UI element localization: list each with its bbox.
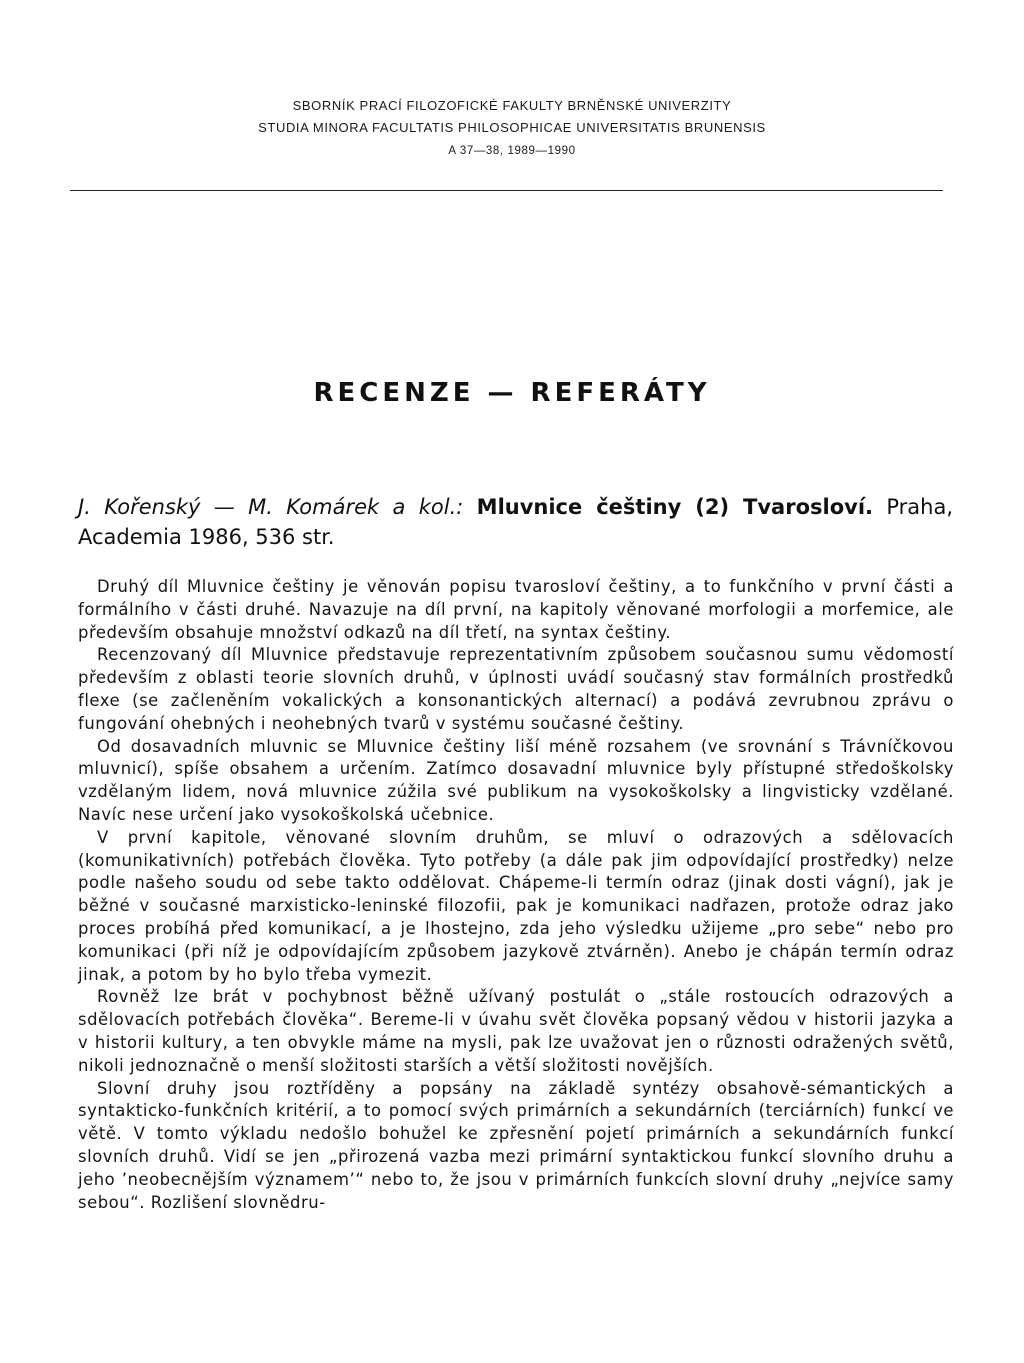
book-citation bbox=[78, 492, 953, 552]
journal-title-czech: SBORNÍK PRACÍ FILOZOFICKÉ FAKULTY BRNĚNSKÉ UNIVERZITY bbox=[292, 98, 732, 113]
citation-authors: J. Kořenský — M. Komárek a kol.: bbox=[78, 495, 464, 519]
paragraph: V první kapitole, věnované slovním druhům, se mluví o odrazových a sdělovacích (komunikativních) potřebách člověka. Tyto potřeby (a dále pak jim odpovídající prostředky) nelze podle našeho soudu od sebe takto oddělovat. Chápeme-li termín odraz (jinak dosti vágní), jak je běžné v současné marxisticko-leninské filozofii, pak je komunikaci nadřazen, protože odraz jako proces probíhá před komunikací, a je lhostejno, zda jeho výsledku užijeme „pro sebe“ nebo pro komunikaci (při níž je odpovídajícím způsobem jazykově ztvárněn). Anebo je chápán termín odraz jinak, a potom by ho bylo třeba vymezit. bbox=[78, 827, 954, 984]
section-title: RECENZE — REFERÁTY bbox=[313, 378, 711, 408]
citation-title: Mluvnice češtiny (2) Tvarosloví. bbox=[476, 495, 873, 519]
journal-title-latin: STUDIA MINORA FACULTATIS PHILOSOPHICAE UNIVERSITATIS BRUNENSIS bbox=[258, 120, 766, 135]
paragraph: Slovní druhy jsou roztříděny a popsány na základě syntézy obsahově-sémantických a syntakticko-funkčních kritérií, a to pomocí svých primárních a sekundárních (terciárních) funkcí ve větě. V tomto výkladu nedošlo bohužel ke zpřesnění pojetí primárních a sekundárních funkcí slovních druhů. Vidí se jen „přirozená vazba mezi primární syntaktickou funkcí slovního druhu a jeho ’neobecnějším významem’“ nebo to, že jsou v primárních funkcích slovní druhy „nejvíce samy sebou“. Rozlišení slovnědru- bbox=[78, 1078, 954, 1212]
citation-publisher: Praha, Academia 1986, 536 str. bbox=[78, 495, 953, 549]
paragraph: Druhý díl Mluvnice češtiny je věnován popisu tvarosloví češtiny, a to funkčního v první části a formálního v části druhé. Navazuje na díl první, na kapitoly věnované morfologii a morfemice, ale především obsahuje množství odkazů na díl třetí, na syntax češtiny. bbox=[78, 577, 954, 642]
paragraph: Od dosavadních mluvnic se Mluvnice češtiny liší méně rozsahem (ve srovnání s Trávníčkovou mluvnicí), spíše obsahem a určením. Zatímco dosavadní mluvnice byly přístupné středoškolsky vzdělaným lidem, nová mluvnice zúžila své publikum na vysokoškolsky a lingvisticky vzdělané. Navíc nese určení jako vysokoškolská učebnice. bbox=[78, 736, 954, 824]
paragraph: Rovněž lze brát v pochybnost běžně užívaný postulát o „stále rostoucích odrazových a sdělovacích potřebách člověka“. Bereme-li v úvahu svět člověka popsaný vědou v historii jazyka a v historii kultury, a ten obvykle máme na mysli, pak lze uvažovat jen o různosti odražených světů, nikoli jednoznačně o menší složitosti starších a větší složitosti novějších. bbox=[78, 987, 954, 1075]
journal-header bbox=[0, 97, 1024, 159]
review-body bbox=[78, 576, 954, 1214]
header-rule bbox=[70, 190, 943, 191]
paragraph: Recenzovaný díl Mluvnice představuje reprezentativním způsobem současnou sumu vědomostí především z oblasti teorie slovních druhů, v úplnosti uvádí současný stav formálních prostředků flexe (se začleněním vokalických a konsonantických alternací) a podává zevrubnou zprávu o fungování ohebných i neohebných tvarů v systému současné češtiny. bbox=[78, 645, 954, 733]
journal-volume: A 37—38, 1989—1990 bbox=[448, 145, 576, 157]
